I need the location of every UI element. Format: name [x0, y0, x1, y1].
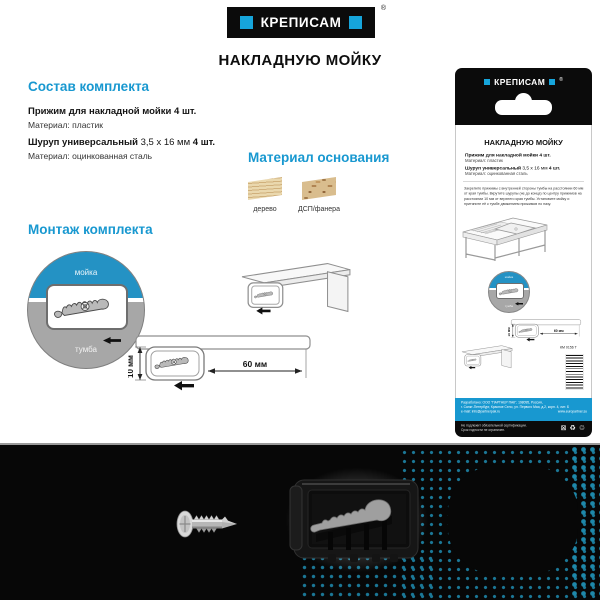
- package-dimension-drawing: [508, 318, 590, 343]
- sku-code: КМ 0156 Т: [560, 346, 577, 350]
- address-email: e-mail: info@partnerpak.ru: [461, 409, 501, 414]
- package-brand-logo: [455, 77, 592, 87]
- kit-item-1-name: Прижим для накладной мойки: [28, 106, 172, 117]
- arrow-left-icon: [103, 337, 121, 344]
- divider: [463, 181, 584, 182]
- kit-item-1-material: Материал: пластик: [28, 120, 104, 130]
- clamp-drawing: [51, 298, 123, 320]
- barcode: [566, 355, 583, 389]
- wood-swatch: [248, 177, 282, 200]
- sink-label: мойка: [504, 276, 514, 279]
- halftone-dots-void: [448, 464, 578, 576]
- clamp-drawing: [498, 288, 523, 296]
- euro-hang-slot: [495, 100, 552, 115]
- package-header: [455, 68, 592, 125]
- package-cabinet-corner-drawing: [461, 343, 514, 371]
- cabinet-label: тумба: [504, 305, 514, 308]
- kit-item-1: [28, 106, 243, 117]
- cabinet-panel: [496, 283, 524, 299]
- assembly-heading: Монтаж комплекта: [28, 222, 153, 237]
- kit-item-2-material: Материал: оцинкованная сталь: [28, 151, 153, 161]
- page-title: НАКЛАДНУЮ МОЙКУ: [218, 52, 382, 69]
- chipboard-label: ДСП/фанера: [298, 206, 340, 213]
- brand-square-icon: [484, 79, 490, 85]
- package-body: [455, 125, 592, 398]
- package-instructions: Закрепите прижимы с внутренней стороны тумбы на расстоянии 60 мм от края тумбы. Вкрутите шурупы (не до конца) по центру прижимов на расстоянии 10 мм от верхнего края тумбы. Установите мойку и притяните её к тумбе движением прижимов по пазу.: [464, 186, 584, 207]
- package-kit-item-2-size: 3,5 х 16 мм: [522, 165, 548, 171]
- screw-photo: [176, 509, 240, 539]
- cabinet-corner-drawing: [240, 258, 354, 318]
- registered-mark: ®: [380, 5, 386, 12]
- kit-item-2-name: Шуруп универсальный: [28, 137, 138, 148]
- package-kit-item-1-material: Материал: пластик: [465, 158, 503, 163]
- brand-name: КРЕПИСАМ: [260, 15, 342, 30]
- package-kit-item-2: Шуруп универсальный: [465, 165, 522, 171]
- brand-square-icon: [349, 16, 362, 29]
- package-address-strip: [455, 398, 592, 421]
- cabinet-label: тумба: [75, 345, 97, 354]
- base-material-heading: Материал основания: [248, 150, 390, 165]
- package-kit-item-1-qty: 4 шт.: [539, 152, 551, 158]
- product-photo-strip: [0, 443, 600, 600]
- kit-item-1-qty: 4 шт.: [174, 106, 197, 117]
- cabinet-panel: [46, 284, 128, 330]
- recycle-icon: ♲: [578, 425, 585, 432]
- kit-contents-section: [28, 79, 243, 168]
- crossed-box-icon: ⊠: [560, 425, 567, 432]
- package-kit-item-2-material: Материал: оцинкованная сталь: [465, 171, 528, 177]
- package-kit-contents: [465, 152, 581, 178]
- cert-line-2: Срок годности не ограничен.: [461, 428, 506, 432]
- sink-label: мойка: [74, 268, 98, 277]
- address-website: www.europartner.su: [557, 409, 587, 414]
- package-circle-diagram: [488, 271, 530, 313]
- brand-square-icon: [240, 16, 253, 29]
- package-kit-item-2-qty: 4 шт.: [548, 165, 561, 171]
- package-title: НАКЛАДНУЮ МОЙКУ: [484, 138, 563, 147]
- cert-line-1: Не подлежит обязательной сертификации.: [461, 424, 527, 428]
- package-cert-strip: [455, 421, 592, 437]
- kit-item-2-qty: 4 шт.: [192, 137, 216, 148]
- base-option-chipboard: [298, 177, 340, 213]
- address-line-2: г. Санкт-Петербург, Красное Село, ул. Первого Мая, д.2, корп. 4, лит. Б: [461, 405, 570, 409]
- kit-item-2: [28, 137, 243, 148]
- registered-mark: ®: [559, 77, 563, 83]
- recycle-icon: ♻: [569, 425, 576, 432]
- base-material-section: [248, 150, 408, 213]
- wood-label: дерево: [253, 206, 277, 213]
- brand-square-icon: [549, 79, 555, 85]
- dimension-drawing: [128, 332, 333, 394]
- package-kit-item-1: Прижим для накладной мойки: [465, 152, 539, 158]
- address-line-1: Разработано: ООО "ПАРТНЕР ПАК", 198095, Россия,: [461, 401, 543, 405]
- brand-logo: [227, 5, 386, 38]
- kit-heading: Состав комплекта: [28, 79, 150, 94]
- base-option-wood: [248, 177, 282, 213]
- package-mockup: [455, 68, 592, 437]
- kit-item-2-size: 3,5 х 16 мм: [140, 137, 191, 148]
- sink-cabinet-drawing: [459, 214, 551, 262]
- clamp-photo: [288, 470, 424, 566]
- package-brand-name: КРЕПИСАМ: [494, 77, 546, 87]
- chipboard-swatch: [302, 177, 336, 200]
